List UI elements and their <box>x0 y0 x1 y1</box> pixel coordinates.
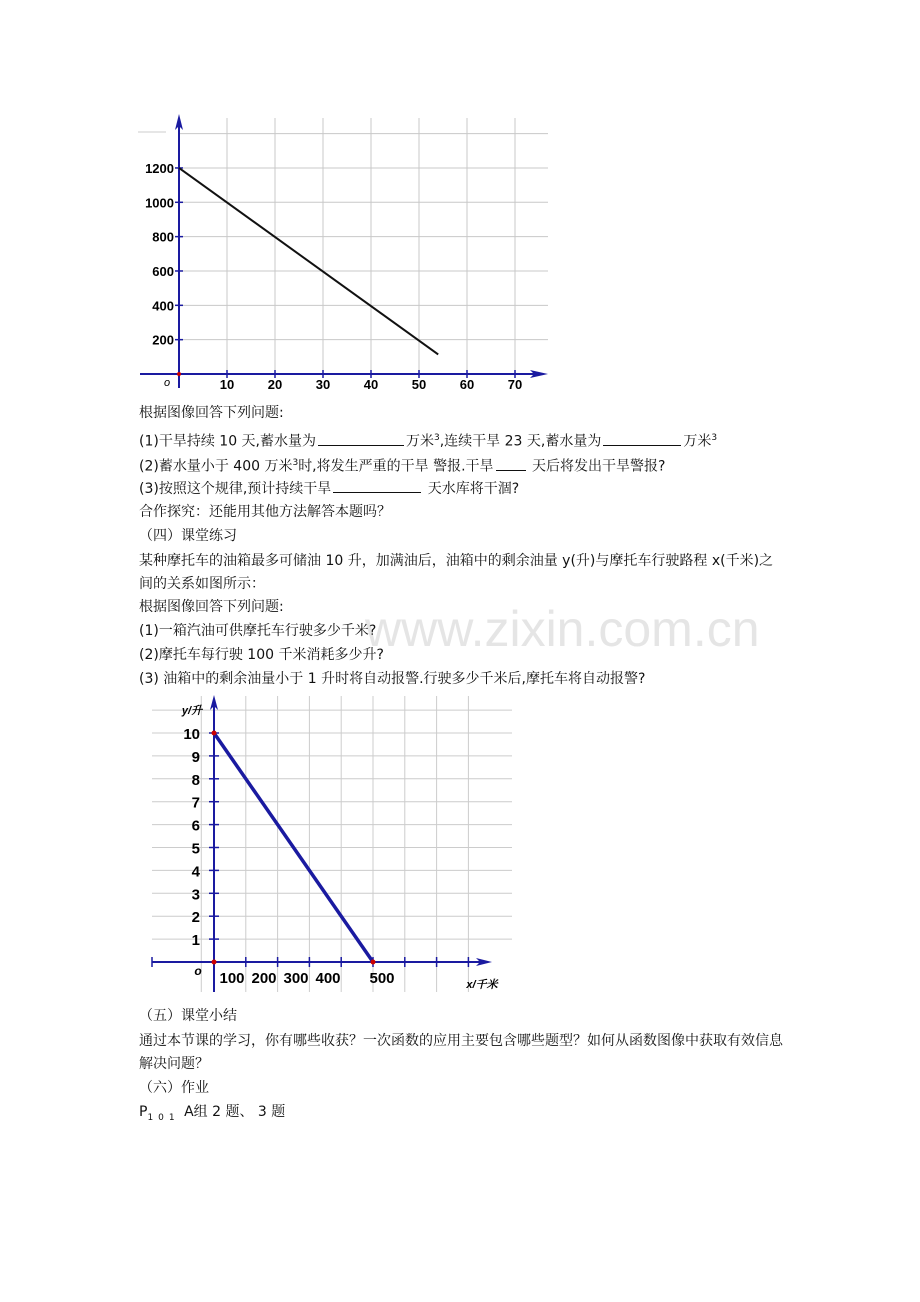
practice-question-3: (3) 油箱中的剩余油量小于 1 升时将自动报警.行驶多少千米后,摩托车将自动报警? <box>139 671 646 687</box>
answer-blank[interactable] <box>318 431 404 446</box>
reservoir-chart <box>130 110 560 395</box>
section-heading-6: （六）作业 <box>139 1080 209 1096</box>
data-line <box>179 168 438 354</box>
y-tick-label: 7 <box>191 794 200 812</box>
answer-blank[interactable] <box>603 431 681 446</box>
practice-question-1: (1)一箱汽油可供摩托车行驶多少千米? <box>139 623 377 639</box>
y-tick-label: 9 <box>191 748 200 766</box>
cooperation-prompt: 合作探究：还能用其他方法解答本题吗？ <box>139 504 391 520</box>
x-tick-label: 40 <box>363 377 379 392</box>
y-tick-label: 400 <box>152 298 174 314</box>
origin-point <box>177 372 181 376</box>
watermark: www.zixin.com.cn <box>365 601 760 657</box>
x-tick-label: 30 <box>315 377 331 392</box>
x-tick-label: 400 <box>315 970 341 987</box>
section-heading-5: （五）课堂小结 <box>139 1008 237 1024</box>
x-tick-label: 10 <box>219 377 235 392</box>
y-tick-label: 1 <box>191 932 200 950</box>
data-point <box>212 731 217 736</box>
problem-description: 某种摩托车的油箱最多可储油 10 升，加满油后，油箱中的剩余油量 y(升)与摩托车行驶路程 x(千米)之间的关系如图所示： <box>139 553 774 592</box>
y-tick-label: 5 <box>191 840 200 858</box>
y-axis-label: y/升 <box>181 705 203 717</box>
x-tick-label: 100 <box>219 970 245 987</box>
origin-label: o <box>163 377 171 389</box>
y-tick-label: 6 <box>191 817 200 835</box>
section-heading-4: （四）课堂练习 <box>139 528 237 544</box>
y-tick-label: 800 <box>152 229 174 245</box>
x-tick-label: 50 <box>411 377 427 392</box>
question-3: (3)按照这个规律,预计持续干旱 天水库将干涸? <box>139 478 519 499</box>
origin-point <box>212 960 217 965</box>
x-axis-label: x/千米 <box>466 979 498 991</box>
question-1: (1)干旱持续 10 天,蓄水量为 万米$^3$,连续干旱 23 天,蓄水量为 万米$^3$ <box>139 428 717 452</box>
fuel-chart <box>130 692 530 997</box>
y-tick-label: 200 <box>152 332 174 348</box>
answer-blank[interactable] <box>496 456 526 471</box>
x-tick-label: 500 <box>369 970 395 987</box>
data-point <box>371 960 376 965</box>
y-tick-label: 4 <box>191 863 200 881</box>
x-tick-label: 20 <box>267 377 283 392</box>
origin-label: o <box>194 964 202 978</box>
y-tick-label: 10 <box>183 726 200 743</box>
answer-blank[interactable] <box>333 478 421 493</box>
homework-assignment: $P_{101}$ A组 2 题、 3 题 <box>139 1104 286 1123</box>
y-tick-label: 600 <box>152 263 174 279</box>
y-tick-label: 1200 <box>145 160 174 176</box>
summary-text: 通过本节课的学习，你有哪些收获？一次函数的应用主要包含哪些题型？如何从函数图像中获取有效信息解决问题？ <box>139 1033 783 1072</box>
x-tick-label: 200 <box>251 970 277 987</box>
question-2: (2)蓄水量小于 400 万米$^3$时,将发生严重的干旱 警报.干旱 天后将发出干旱警报? <box>139 453 665 477</box>
y-tick-label: 2 <box>191 909 200 927</box>
question-intro: 根据图像回答下列问题: <box>139 405 284 421</box>
x-tick-label: 60 <box>459 377 475 392</box>
x-tick-label: 70 <box>507 377 523 392</box>
y-tick-label: 8 <box>191 771 200 789</box>
y-tick-label: 1000 <box>145 195 174 211</box>
practice-question-2: (2)摩托车每行驶 100 千米消耗多少升? <box>139 647 384 663</box>
y-tick-label: 3 <box>191 886 200 904</box>
x-tick-label: 300 <box>283 970 309 987</box>
question-intro-2: 根据图像回答下列问题: <box>139 599 284 615</box>
